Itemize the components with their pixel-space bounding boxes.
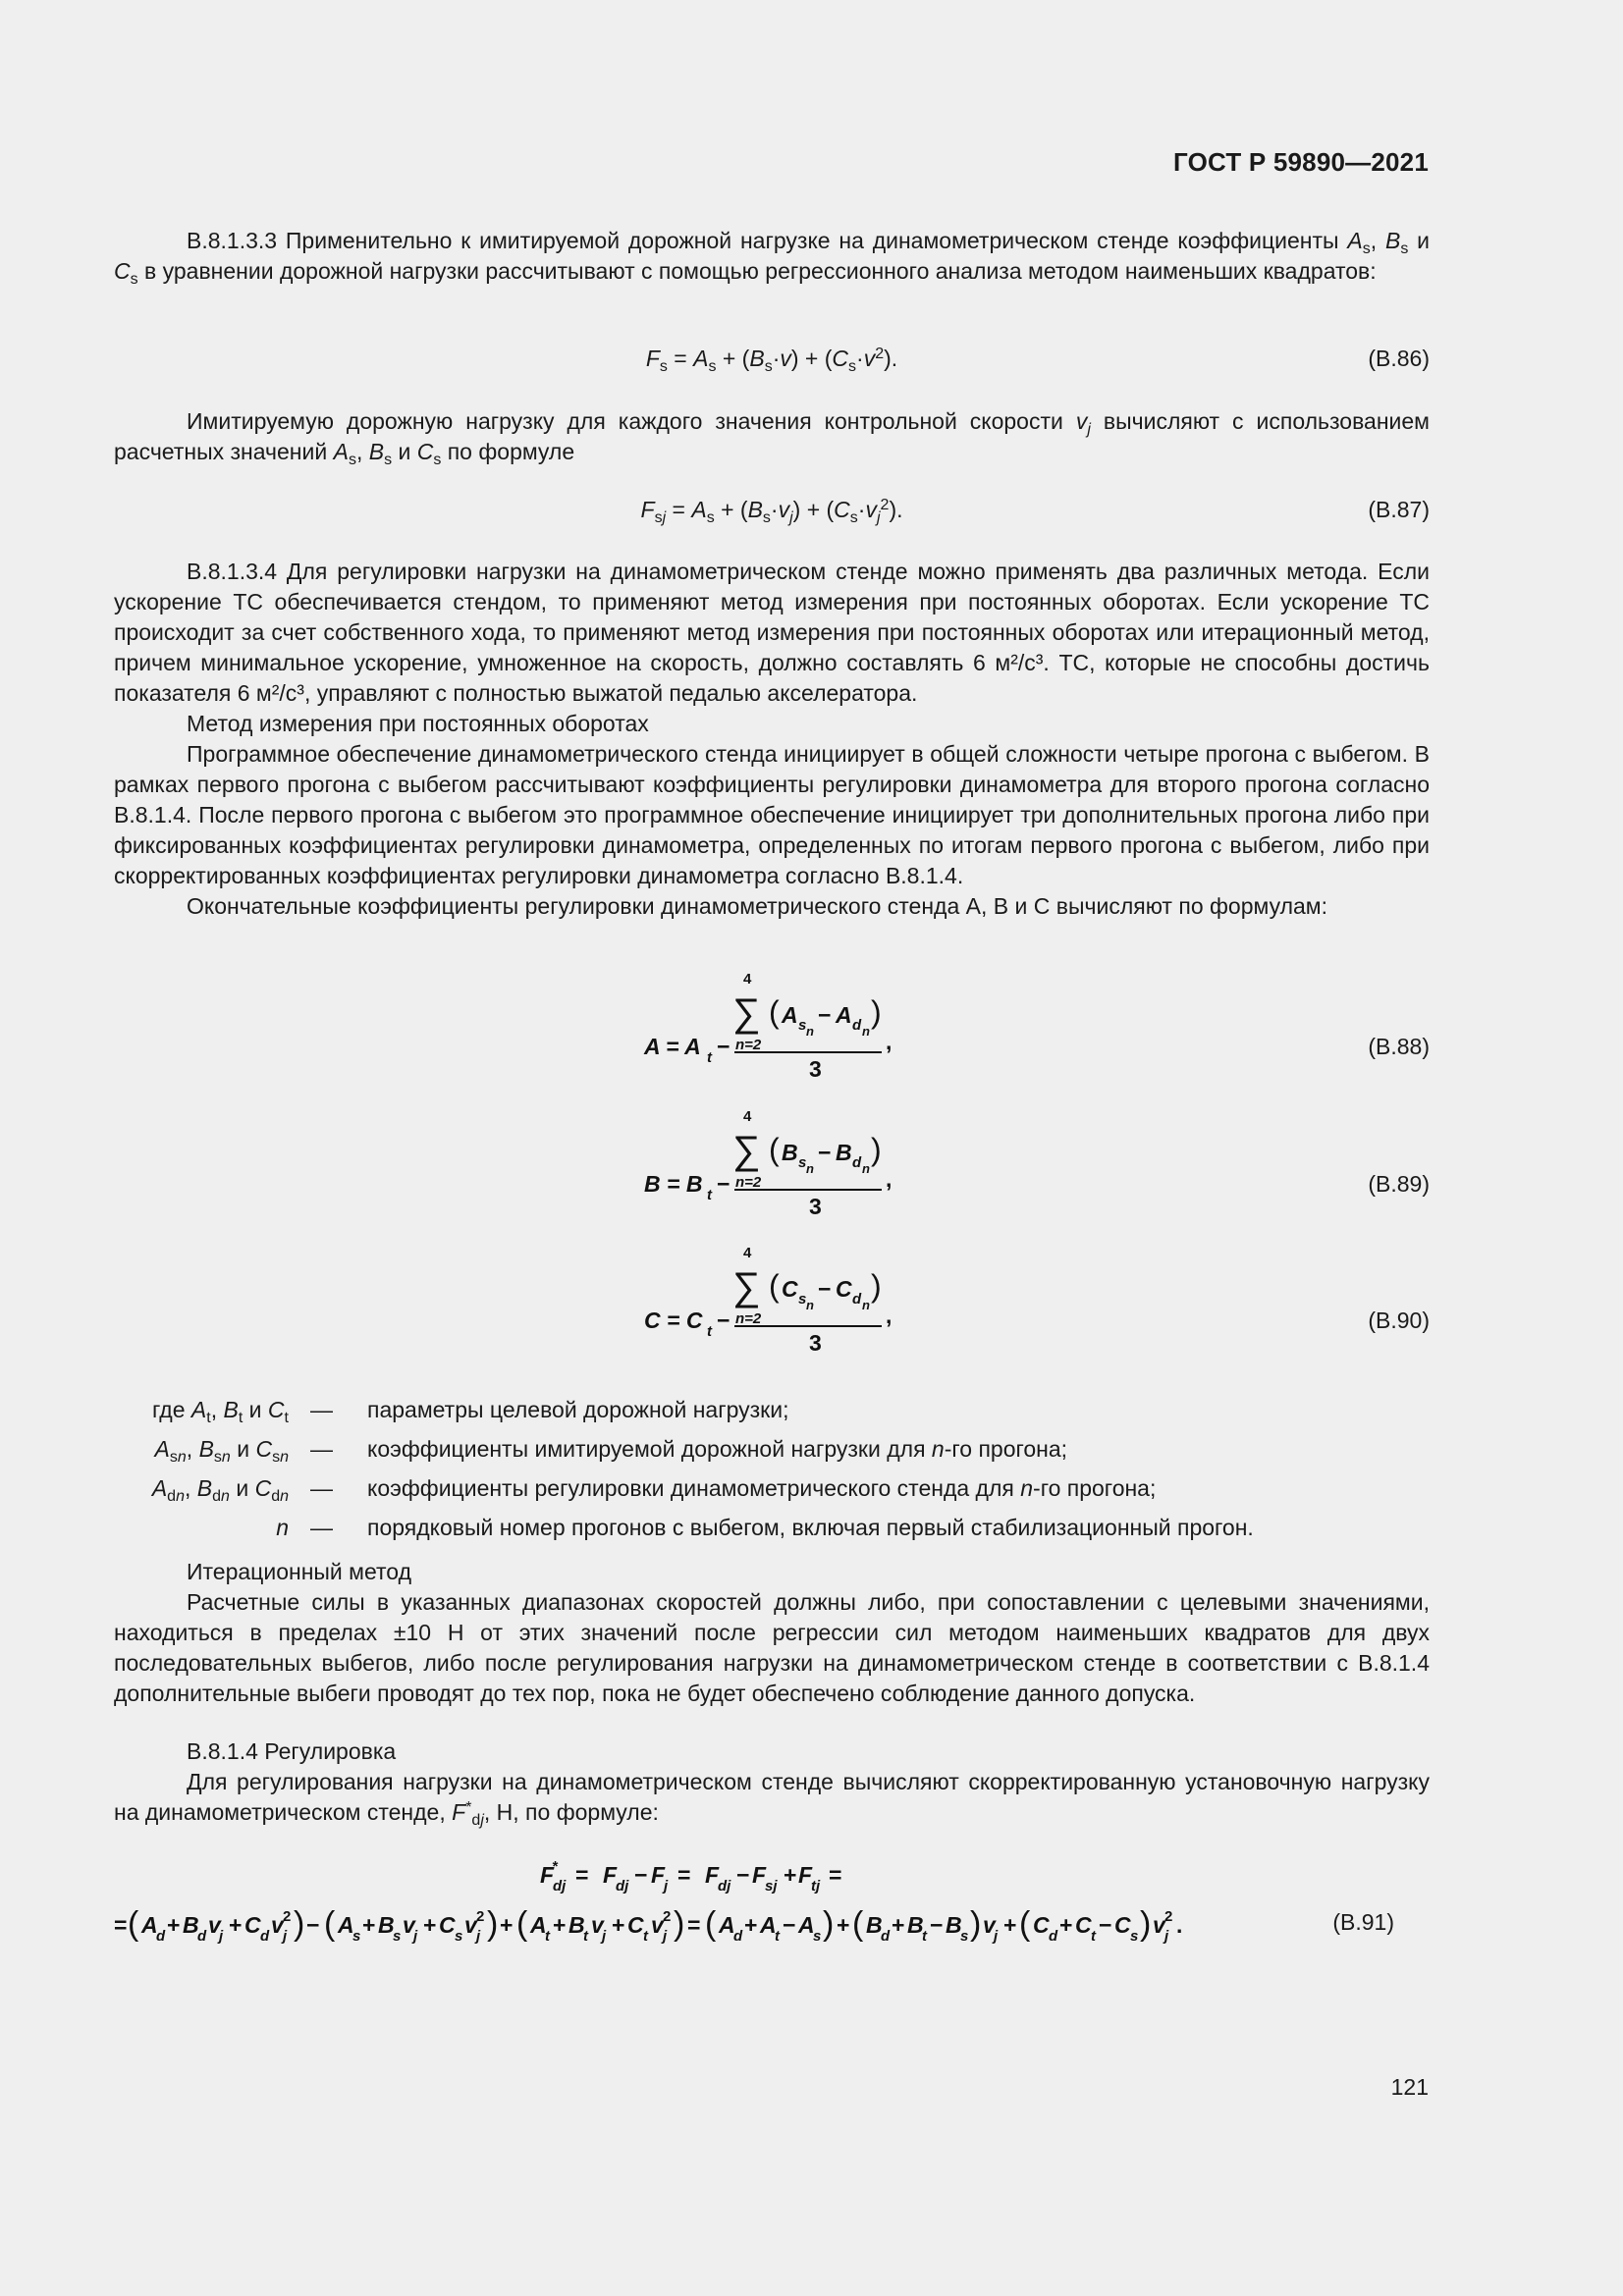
definition-text: коэффициенты имитируемой дорожной нагрузки для n-го прогона; bbox=[367, 1436, 1068, 1462]
definition-symbol: $A_{sn}$, $B_{sn}$ и $C_{sn}$ bbox=[154, 1436, 289, 1466]
svg-text:,: , bbox=[886, 1303, 893, 1328]
paragraph-calculated-forces: Расчетные силы в указанных диапазонах скоростей должны либо, при сопоставлении с целевыми значениями, находиться в пределах ±10 Н от этих значений после регрессии сил методом наименьших квадратов для двух последовательных выбегов, либо после регулирования нагрузки на динамометрическом стенде в соответствии с В.8.1.4 дополнительные выбеги проводят до тех пор, пока не будет обеспечено соблюдение данного допуска. bbox=[114, 1589, 1430, 1706]
svg-text:4: 4 bbox=[743, 1245, 752, 1261]
svg-text:∑: ∑ bbox=[732, 1265, 761, 1308]
svg-text:t: t bbox=[545, 1928, 550, 1945]
conjunction: и bbox=[236, 1475, 249, 1501]
paragraph-adjustment bbox=[114, 1767, 1430, 1828]
svg-text:−: − bbox=[783, 1912, 796, 1938]
svg-text:3: 3 bbox=[809, 1194, 822, 1219]
svg-text:B: B bbox=[907, 1912, 924, 1938]
svg-text:t: t bbox=[707, 1187, 712, 1203]
svg-text:A = A: A = A bbox=[644, 1034, 701, 1059]
paragraph-block-b814 bbox=[114, 1736, 1430, 1828]
svg-text:v: v bbox=[983, 1912, 996, 1938]
svg-text:−: − bbox=[717, 1308, 730, 1333]
svg-text:n: n bbox=[862, 1298, 870, 1312]
equation-b88 bbox=[114, 967, 1430, 1085]
svg-text:C: C bbox=[627, 1912, 644, 1938]
svg-text:C: C bbox=[244, 1912, 261, 1938]
svg-text:−: − bbox=[818, 1140, 832, 1165]
svg-text:j: j bbox=[413, 1928, 418, 1945]
equation-b89 bbox=[114, 1104, 1430, 1222]
svg-text:A: A bbox=[798, 1912, 815, 1938]
svg-text:F: F bbox=[705, 1862, 720, 1888]
paragraph-text: Имитируемую дорожную нагрузку для каждого значения контрольной скорости bbox=[187, 408, 1063, 434]
svg-text:+: + bbox=[744, 1912, 758, 1938]
svg-text:C: C bbox=[836, 1276, 852, 1302]
svg-text:=: = bbox=[829, 1862, 842, 1888]
svg-text:j: j bbox=[476, 1928, 481, 1945]
subheading-b814: В.8.1.4 Регулировка bbox=[187, 1738, 397, 1764]
svg-text:d: d bbox=[733, 1928, 743, 1945]
math-inline: $A_s$, $B_s$ и $C_s$ bbox=[333, 439, 442, 468]
definition-dash: — bbox=[310, 1475, 333, 1501]
math-inline: $v_j$ bbox=[1075, 408, 1091, 438]
definition-row bbox=[114, 1508, 1430, 1547]
svg-text:): ) bbox=[871, 994, 882, 1030]
svg-text:s: s bbox=[352, 1928, 361, 1945]
definition-row bbox=[114, 1390, 1430, 1429]
svg-text:+: + bbox=[553, 1912, 567, 1938]
svg-text:−: − bbox=[717, 1034, 730, 1059]
svg-text:n=2: n=2 bbox=[735, 1037, 762, 1053]
svg-text:n: n bbox=[862, 1024, 870, 1039]
svg-text:n: n bbox=[806, 1161, 814, 1176]
svg-text:=: = bbox=[677, 1862, 691, 1888]
equation-b87 bbox=[114, 497, 1430, 530]
definition-symbol: где $A_t$, $B_t$ и $C_t$ bbox=[151, 1397, 289, 1426]
svg-text:s: s bbox=[798, 1291, 807, 1308]
svg-text:j: j bbox=[283, 1928, 288, 1945]
svg-text:A: A bbox=[719, 1912, 735, 1938]
svg-text:C: C bbox=[782, 1276, 798, 1302]
svg-text:j: j bbox=[219, 1928, 224, 1945]
equation-number: (В.87) bbox=[1368, 497, 1430, 522]
svg-text:dj: dj bbox=[553, 1878, 567, 1895]
svg-text:tj: tj bbox=[811, 1878, 821, 1895]
svg-text:t: t bbox=[1091, 1928, 1096, 1945]
svg-text:−: − bbox=[818, 1276, 832, 1302]
definition-text: параметры целевой дорожной нагрузки; bbox=[367, 1397, 789, 1422]
svg-text:): ) bbox=[487, 1905, 499, 1943]
paragraph-text: в уравнении дорожной нагрузки рассчитывают с помощью регрессионного анализа методом наименьших квадратов: bbox=[144, 258, 1377, 284]
paragraph-text: В.8.1.3.3 Применительно к имитируемой дорожной нагрузке на динамометрическом стенде коэффициенты bbox=[187, 228, 1339, 253]
equation-number: (В.86) bbox=[1368, 346, 1430, 371]
svg-text:F: F bbox=[651, 1862, 666, 1888]
equation-number: (В.88) bbox=[1368, 1034, 1430, 1059]
definition-row bbox=[114, 1429, 1430, 1468]
standard-designation: ГОСТ Р 59890—2021 bbox=[1173, 147, 1429, 177]
svg-text:.: . bbox=[1176, 1912, 1183, 1938]
svg-text:B: B bbox=[378, 1912, 395, 1938]
svg-text:s: s bbox=[798, 1154, 807, 1171]
svg-text:(: ( bbox=[1019, 1905, 1031, 1943]
svg-text:j: j bbox=[1164, 1928, 1169, 1945]
svg-text:(: ( bbox=[516, 1905, 528, 1943]
equation-b91 bbox=[114, 1850, 1430, 1978]
svg-text:t: t bbox=[583, 1928, 588, 1945]
definition-text-part: коэффициенты регулировки динамометрического стенда для bbox=[367, 1475, 1014, 1501]
svg-text:n: n bbox=[806, 1024, 814, 1039]
svg-text:,: , bbox=[886, 1166, 893, 1192]
definition-row bbox=[114, 1468, 1430, 1508]
svg-text:B: B bbox=[568, 1912, 585, 1938]
svg-text:n=2: n=2 bbox=[735, 1174, 762, 1191]
svg-text:C: C bbox=[1033, 1912, 1050, 1938]
paragraph-b8134: В.8.1.3.4 Для регулировки нагрузки на динамометрическом стенде можно применять два различных метода. Если ускорение ТС обеспечивается стендом, то применяют метод измерения при постоянных оборотах. Если ускорение ТС происходит за счет собственного хода, то применяют метод измерения при постоянных оборотах или итерационный метод, причем минимальное ускорение, умноженное на скорость, должно составлять 6 м²/с³. ТС, которые не способны достичь показателя 6 м²/с³, управляют с полностью выжатой педалью акселератора. bbox=[114, 559, 1430, 706]
svg-text:s: s bbox=[960, 1928, 969, 1945]
definition-dash: — bbox=[310, 1436, 333, 1462]
svg-text:+: + bbox=[362, 1912, 376, 1938]
svg-text:t: t bbox=[707, 1049, 712, 1066]
svg-text:A: A bbox=[760, 1912, 777, 1938]
svg-text:d: d bbox=[197, 1928, 207, 1945]
svg-text:v: v bbox=[403, 1912, 415, 1938]
formula-graphic bbox=[114, 1241, 1430, 1359]
paragraph-text: вычисляют с использованием расчетных значений bbox=[114, 408, 1430, 464]
svg-text:s: s bbox=[455, 1928, 463, 1945]
svg-text:dj: dj bbox=[616, 1878, 629, 1895]
svg-text:2: 2 bbox=[476, 1908, 485, 1925]
svg-text:F: F bbox=[603, 1862, 618, 1888]
svg-text:s: s bbox=[813, 1928, 822, 1945]
svg-text:*: * bbox=[552, 1858, 558, 1875]
paragraph-block-iterative bbox=[114, 1557, 1430, 1709]
svg-text:+: + bbox=[612, 1912, 625, 1938]
svg-text:v: v bbox=[464, 1912, 477, 1938]
svg-text:A: A bbox=[141, 1912, 158, 1938]
svg-text:+: + bbox=[500, 1912, 514, 1938]
svg-text:s: s bbox=[798, 1017, 807, 1034]
equation-number: (В.89) bbox=[1368, 1171, 1430, 1197]
svg-text:+: + bbox=[784, 1862, 797, 1888]
formula: $F_{sj} = A_s + (B_s\cdot v_j) + (C_s\cdot v_j^2)$. bbox=[640, 497, 903, 526]
svg-text:d: d bbox=[260, 1928, 270, 1945]
svg-text:−: − bbox=[818, 1002, 832, 1028]
svg-text:): ) bbox=[871, 1132, 882, 1167]
paragraph-software: Программное обеспечение динамометрического стенда инициирует в общей сложности четыре прогона с выбегом. В рамках первого прогона с выбегом рассчитывают коэффициенты регулировки динамометра для второго прогона согласно В.8.1.4. После первого прогона с выбегом это программное обеспечение инициирует три дополнительных прогона либо при фиксированных коэффициентах регулировки динамометра, определенных по итогам первого прогона с выбегом, либо при скорректированных коэффициентах регулировки динамометра согласно В.8.1.4. bbox=[114, 741, 1430, 888]
svg-text:2: 2 bbox=[663, 1908, 672, 1925]
formula: $F_s = A_s + (B_s\cdot v) + (C_s\cdot v^2)$. bbox=[645, 346, 898, 375]
svg-text:∑: ∑ bbox=[732, 1129, 761, 1172]
svg-text:B: B bbox=[866, 1912, 883, 1938]
svg-text:+: + bbox=[1003, 1912, 1017, 1938]
svg-text:=: = bbox=[687, 1912, 701, 1938]
svg-text:dj: dj bbox=[718, 1878, 731, 1895]
svg-text:−: − bbox=[306, 1912, 320, 1938]
svg-text:sj: sj bbox=[765, 1878, 778, 1895]
svg-text:2: 2 bbox=[1164, 1908, 1173, 1925]
svg-text:F: F bbox=[540, 1862, 555, 1888]
svg-text:∑: ∑ bbox=[732, 991, 761, 1035]
definition-text-part: коэффициенты имитируемой дорожной нагрузки для bbox=[367, 1436, 926, 1462]
svg-text:−: − bbox=[1099, 1912, 1112, 1938]
svg-text:B: B bbox=[836, 1140, 852, 1165]
svg-text:(: ( bbox=[769, 1132, 780, 1167]
svg-text:(: ( bbox=[324, 1905, 336, 1943]
svg-text:d: d bbox=[852, 1017, 862, 1034]
equation-b86 bbox=[114, 346, 1430, 379]
svg-text:): ) bbox=[970, 1905, 982, 1943]
svg-text:A: A bbox=[836, 1002, 852, 1028]
paragraph-b8133 bbox=[114, 226, 1430, 287]
svg-text:): ) bbox=[1140, 1905, 1152, 1943]
svg-text:d: d bbox=[1049, 1928, 1058, 1945]
svg-text:+: + bbox=[1059, 1912, 1073, 1938]
svg-text:=: = bbox=[114, 1912, 128, 1938]
where-prefix: где bbox=[151, 1397, 186, 1422]
svg-text:j: j bbox=[602, 1928, 607, 1945]
svg-text:j: j bbox=[994, 1928, 999, 1945]
svg-text:F: F bbox=[752, 1862, 767, 1888]
svg-text:+: + bbox=[892, 1912, 905, 1938]
formula-graphic bbox=[114, 967, 1430, 1085]
svg-text:3: 3 bbox=[809, 1330, 822, 1356]
svg-text:C: C bbox=[1114, 1912, 1131, 1938]
paragraph-block-b8134 bbox=[114, 557, 1430, 922]
svg-text:+: + bbox=[167, 1912, 181, 1938]
math-inline: $F^*_{dj}$ bbox=[452, 1799, 484, 1829]
definition-dash: — bbox=[310, 1397, 333, 1422]
svg-text:−: − bbox=[930, 1912, 944, 1938]
svg-text:v: v bbox=[271, 1912, 284, 1938]
svg-text:F: F bbox=[798, 1862, 813, 1888]
svg-text:t: t bbox=[643, 1928, 648, 1945]
svg-text:v: v bbox=[651, 1912, 664, 1938]
svg-text:): ) bbox=[674, 1905, 685, 1943]
svg-text:d: d bbox=[156, 1928, 166, 1945]
equation-number: (В.91) bbox=[1332, 1909, 1394, 1935]
svg-text:(: ( bbox=[769, 1268, 780, 1304]
svg-text:C = C: C = C bbox=[644, 1308, 703, 1333]
svg-text:A: A bbox=[338, 1912, 354, 1938]
svg-text:): ) bbox=[823, 1905, 835, 1943]
conjunction: и bbox=[248, 1397, 262, 1422]
svg-text:−: − bbox=[736, 1862, 750, 1888]
svg-text:t: t bbox=[775, 1928, 780, 1945]
svg-text:t: t bbox=[922, 1928, 927, 1945]
svg-text:A: A bbox=[530, 1912, 547, 1938]
svg-text:d: d bbox=[881, 1928, 891, 1945]
formula-graphic bbox=[114, 1104, 1430, 1222]
svg-text:n: n bbox=[862, 1161, 870, 1176]
svg-text:j: j bbox=[663, 1928, 668, 1945]
subheading-iterative-method: Итерационный метод bbox=[187, 1559, 411, 1584]
svg-text:v: v bbox=[208, 1912, 221, 1938]
svg-text:4: 4 bbox=[743, 1108, 752, 1125]
svg-text:A: A bbox=[782, 1002, 798, 1028]
svg-text:−: − bbox=[717, 1171, 730, 1197]
definition-text: порядковый номер прогонов с выбегом, включая первый стабилизационный прогон. bbox=[367, 1515, 1254, 1540]
svg-text:v: v bbox=[1153, 1912, 1165, 1938]
svg-text:=: = bbox=[575, 1862, 589, 1888]
svg-text:n: n bbox=[806, 1298, 814, 1312]
svg-text:−: − bbox=[634, 1862, 648, 1888]
svg-text:j: j bbox=[664, 1878, 669, 1895]
subheading-constant-speed: Метод измерения при постоянных оборотах bbox=[187, 711, 649, 736]
svg-text:C: C bbox=[439, 1912, 456, 1938]
svg-text:(: ( bbox=[852, 1905, 864, 1943]
svg-text:): ) bbox=[871, 1268, 882, 1304]
page-number: 121 bbox=[1390, 2074, 1429, 2100]
svg-text:n=2: n=2 bbox=[735, 1310, 762, 1327]
definition-dash: — bbox=[310, 1515, 333, 1540]
svg-text:d: d bbox=[852, 1291, 862, 1308]
svg-text:B: B bbox=[782, 1140, 798, 1165]
paragraph-final-coefficients: Окончательные коэффициенты регулировки динамометрического стенда A, B и C вычисляют по формулам: bbox=[187, 893, 1327, 919]
svg-text:+: + bbox=[837, 1912, 850, 1938]
paragraph-text: , Н, по формуле: bbox=[483, 1799, 659, 1825]
svg-text:s: s bbox=[1130, 1928, 1139, 1945]
svg-text:,: , bbox=[886, 1029, 893, 1054]
paragraph-text: Для регулирования нагрузки на динамометрическом стенде вычисляют скорректированную установочную нагрузку на динамометрическом стенде, bbox=[114, 1769, 1430, 1825]
variable-definitions bbox=[114, 1390, 1430, 1547]
math-inline: $A_s$, $B_s$ и $C_s$ bbox=[114, 228, 1431, 288]
svg-text:(: ( bbox=[128, 1905, 139, 1943]
svg-text:B = B: B = B bbox=[644, 1171, 703, 1197]
conjunction: и bbox=[237, 1436, 250, 1462]
equation-b90 bbox=[114, 1241, 1430, 1359]
svg-text:4: 4 bbox=[743, 971, 752, 988]
paragraph-text: по формуле bbox=[447, 439, 575, 464]
svg-text:+: + bbox=[229, 1912, 243, 1938]
definition-symbol: n bbox=[276, 1515, 289, 1540]
definition-text: коэффициенты регулировки динамометрического стенда для n-го прогона; bbox=[367, 1475, 1157, 1501]
svg-text:(: ( bbox=[705, 1905, 717, 1943]
definition-text-part: -го прогона; bbox=[944, 1436, 1068, 1462]
svg-text:3: 3 bbox=[809, 1056, 822, 1082]
svg-text:B: B bbox=[946, 1912, 962, 1938]
svg-text:d: d bbox=[852, 1154, 862, 1171]
svg-text:2: 2 bbox=[283, 1908, 292, 1925]
definition-text-part: -го прогона; bbox=[1033, 1475, 1157, 1501]
paragraph-simulated-load bbox=[114, 406, 1430, 467]
equation-number: (В.90) bbox=[1368, 1308, 1430, 1333]
definition-symbol: $A_{dn}$, $B_{dn}$ и $C_{dn}$ bbox=[151, 1475, 289, 1505]
svg-text:): ) bbox=[294, 1905, 305, 1943]
svg-text:s: s bbox=[393, 1928, 402, 1945]
svg-text:+: + bbox=[423, 1912, 437, 1938]
svg-text:t: t bbox=[707, 1323, 712, 1340]
svg-text:C: C bbox=[1075, 1912, 1092, 1938]
svg-text:(: ( bbox=[769, 994, 780, 1030]
svg-text:B: B bbox=[183, 1912, 199, 1938]
svg-text:v: v bbox=[591, 1912, 604, 1938]
formula-graphic bbox=[114, 1850, 1430, 1978]
